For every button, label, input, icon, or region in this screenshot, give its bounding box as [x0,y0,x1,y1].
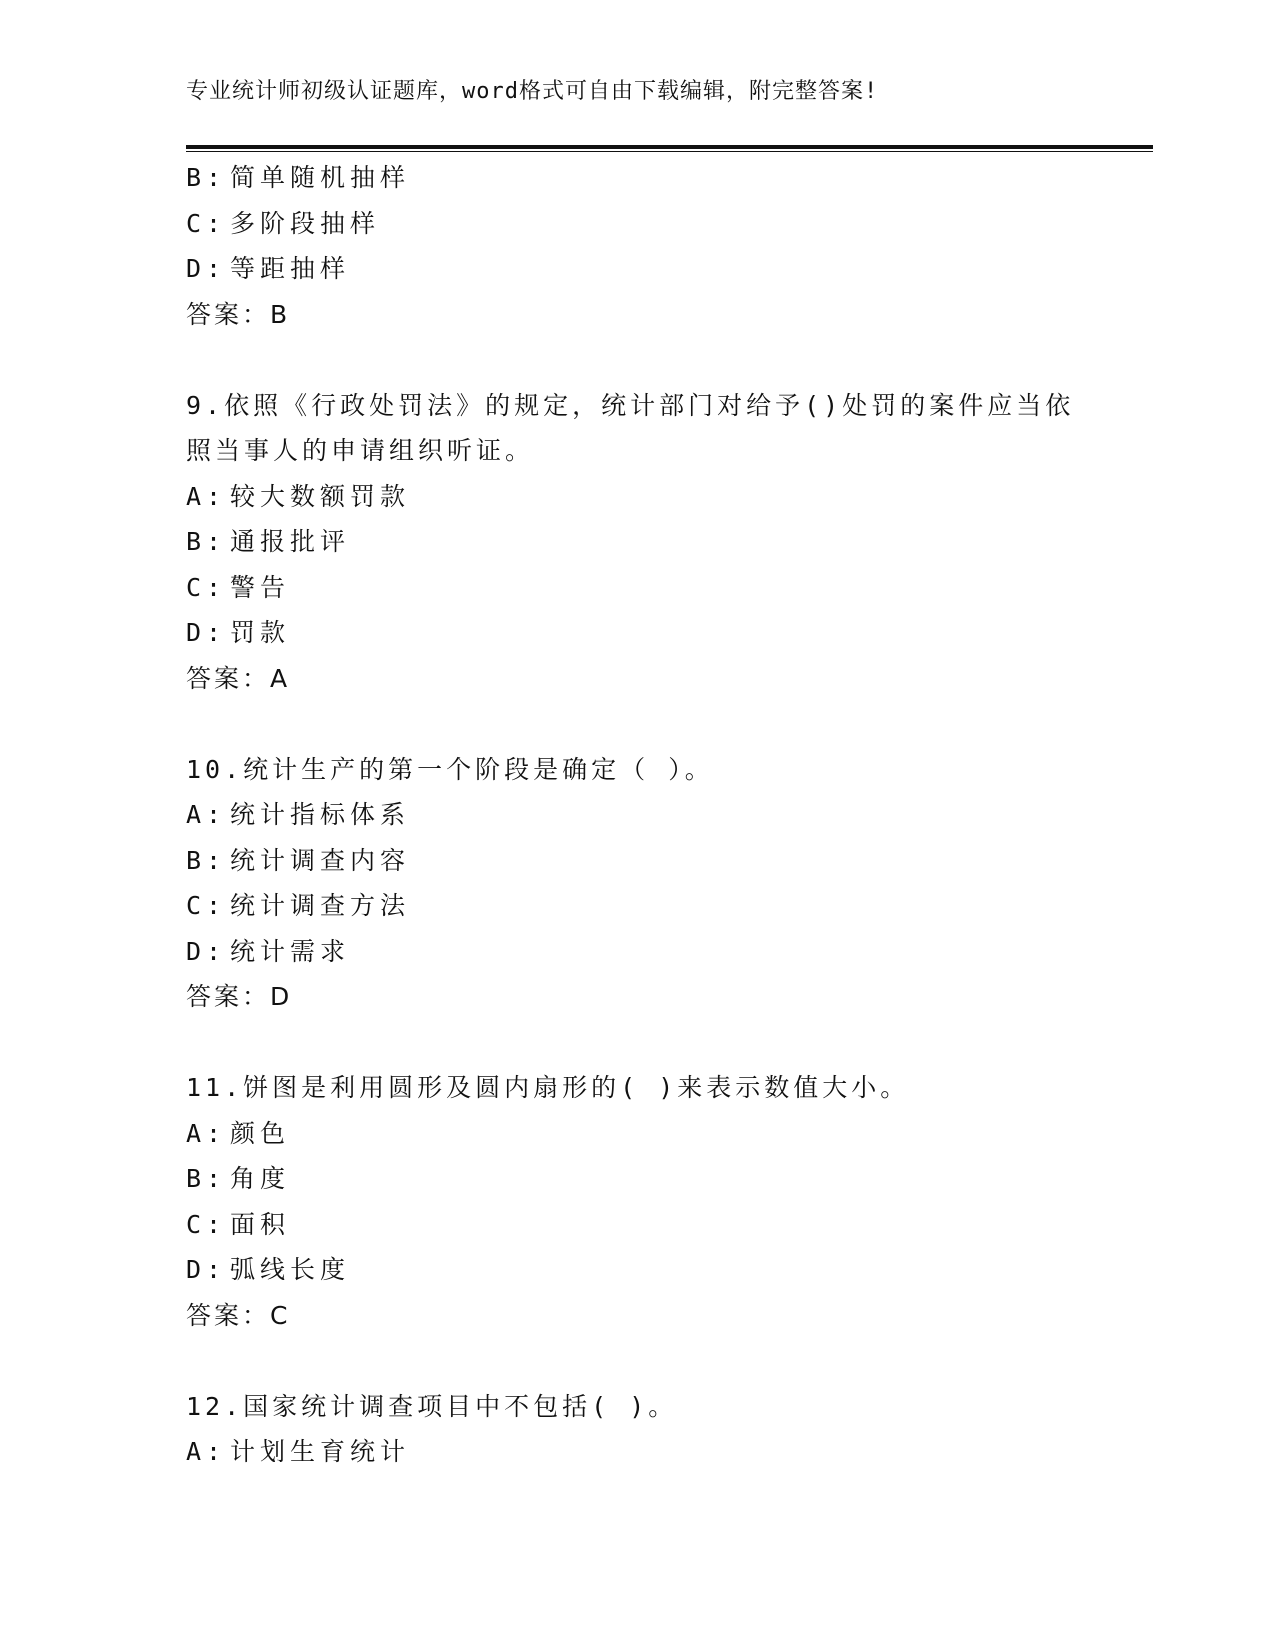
page-header: 专业统计师初级认证题库，word格式可自由下载编辑，附完整答案! [186,79,879,104]
option-text: 计划生育统计 [230,1437,411,1466]
option-line [186,155,1086,201]
option-line [186,519,1086,565]
option-line [186,201,1086,247]
question-text: 照当事人的申请组织听证。 [186,436,535,465]
answer-line: 答案：A [186,663,291,693]
option-text: 等距抽样 [230,254,351,283]
option-line [186,1247,1086,1293]
option-text: 统计调查内容 [230,845,411,875]
answer-line: 答案：C [186,1300,291,1330]
question-text: 12.国家统计调查项目中不包括( )。 [186,1391,678,1421]
question-gap [186,1338,1086,1384]
header-rule-thick [186,145,1153,149]
answer-line: 答案：B [186,299,291,329]
option-letter: B: [186,527,227,556]
option-text: 罚款 [230,618,291,647]
option-line [186,1156,1086,1202]
option-text: 统计指标体系 [230,800,411,829]
option-line [186,929,1086,975]
option-text: 颜色 [230,1118,291,1148]
option-letter: B: [186,845,227,875]
question-text: 9.依照《行政处罚法》的规定，统计部门对给予()处罚的案件应当依 [186,390,1075,420]
option-text: 较大数额罚款 [230,481,411,511]
option-letter: A: [186,1437,227,1466]
option-letter: B: [186,163,227,192]
option-line [186,1429,1086,1475]
option-line [186,474,1086,520]
question-text: 10.统计生产的第一个阶段是确定（ ）。 [186,754,714,784]
question-content [186,155,1086,1475]
option-letter: C: [186,1209,227,1239]
option-text: 统计需求 [230,936,351,966]
option-letter: D: [186,254,227,283]
option-letter: C: [186,572,227,602]
option-text: 简单随机抽样 [230,163,411,192]
question-text: 11.饼图是利用圆形及圆内扇形的( )来表示数值大小。 [186,1073,910,1102]
option-line [186,610,1086,656]
option-text: 弧线长度 [230,1255,351,1284]
question-gap [186,337,1086,383]
option-line [186,1202,1086,1248]
option-line [186,883,1086,929]
option-line [186,838,1086,884]
question-gap [186,701,1086,747]
option-letter: A: [186,800,227,829]
option-letter: C: [186,208,227,238]
option-letter: D: [186,936,227,966]
option-text: 通报批评 [230,527,351,556]
option-text: 统计调查方法 [230,891,411,920]
option-text: 面积 [230,1209,291,1239]
question-gap [186,1020,1086,1066]
option-line [186,1111,1086,1157]
option-line [186,792,1086,838]
option-letter: D: [186,618,227,647]
option-line [186,246,1086,292]
option-text: 角度 [230,1164,291,1193]
answer-line: 答案：D [186,982,293,1011]
option-letter: A: [186,1118,227,1148]
header-rule-thin [186,151,1153,152]
option-text: 警告 [230,572,291,602]
option-text: 多阶段抽样 [230,208,381,238]
option-letter: B: [186,1164,227,1193]
option-letter: D: [186,1255,227,1284]
option-letter: C: [186,891,227,920]
option-line [186,565,1086,611]
option-letter: A: [186,481,227,511]
